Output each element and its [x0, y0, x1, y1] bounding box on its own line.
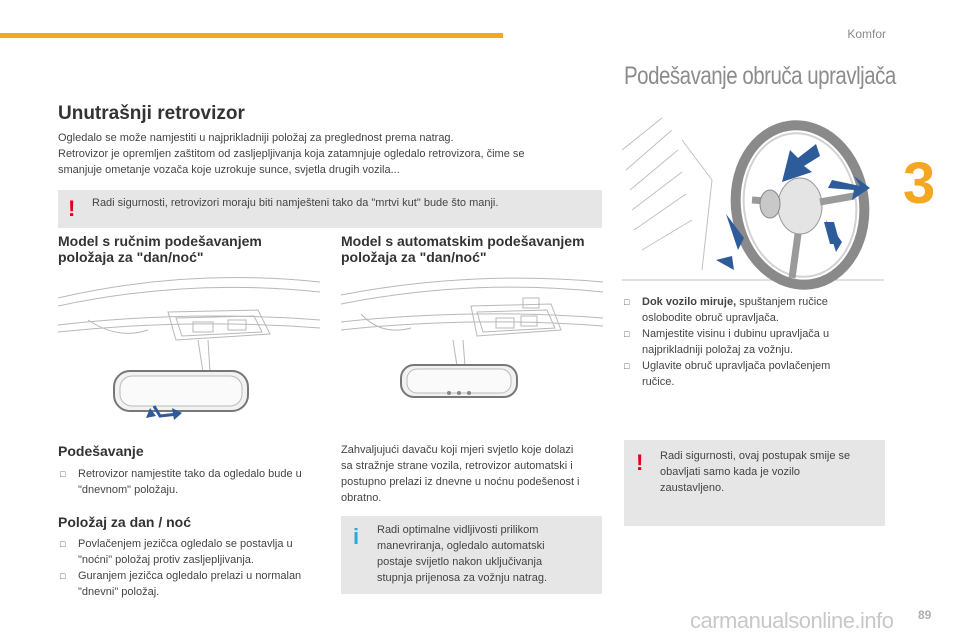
chapter-number: 3: [903, 151, 936, 216]
manual-model-title-line: Model s ručnim podešavanjem: [58, 233, 262, 249]
chapter-title: Komfor: [847, 27, 886, 41]
checkbox-bullet-icon: □: [60, 469, 66, 479]
steering-wheel-illustration: [622, 110, 884, 290]
section-title-steering: Podešavanje obruča upravljača: [624, 62, 896, 90]
manual-model-title: [58, 233, 328, 265]
exclamation-icon: !: [68, 196, 76, 221]
list-item: □ Uglavite obruč upravljača povlačenjem ručice.: [624, 360, 831, 388]
list-item: □ Retrovizor namjestite tako da ogledalo bude u "dnevnom" položaju.: [60, 468, 302, 496]
checkbox-bullet-icon: □: [60, 571, 66, 581]
list-item: □ Povlačenjem jezičca ogledalo se postavlja u "noćni" položaj protiv zasljepljivanja.: [60, 538, 293, 566]
auto-model-title: [341, 233, 611, 265]
manual-model-title-line: položaja za "dan/noć": [58, 249, 204, 265]
checkbox-bullet-icon: □: [624, 361, 630, 371]
adjust-title: Podešavanje: [58, 443, 144, 459]
warning-text: Radi sigurnosti, ovaj postupak smije se obavljati samo kada je vozilo zaustavljeno.: [660, 450, 851, 494]
header-accent-bar: [0, 33, 503, 38]
info-box-auto: [341, 516, 602, 594]
list-item: □ Guranjem jezičca ogledalo prelazi u normalan "dnevni" položaj.: [60, 570, 302, 598]
auto-mirror-illustration: [341, 270, 603, 420]
checkbox-bullet-icon: □: [60, 539, 66, 549]
warning-box-steering: [624, 440, 885, 526]
checkbox-bullet-icon: □: [624, 329, 630, 339]
auto-model-title-line: Model s automatskim podešavanjem: [341, 233, 585, 249]
intro-line: Retrovizor je opremljen zaštitom od zasljepljivanja koja zatamnjuje ogledalo retrovizora, čime se: [58, 148, 525, 160]
watermark: carmanualsonline.info: [690, 608, 894, 633]
daynight-title: Položaj za dan / noć: [58, 514, 192, 530]
manual-mirror-illustration: [58, 270, 320, 430]
auto-model-title-line: položaja za "dan/noć": [341, 249, 487, 265]
checkbox-bullet-icon: □: [624, 297, 630, 307]
intro-paragraph: [58, 130, 598, 178]
info-text: Radi optimalne vidljivosti prilikom manevriranja, ogledalo automatski postaje svijetlo nakon uključivanja stupnja prijenosa za vožnju natrag.: [377, 524, 547, 584]
info-icon: i: [353, 524, 360, 549]
daynight-bullets: [60, 536, 322, 600]
auto-model-paragraph: Zahvaljujući davaču koji mjeri svjetlo koje dolazi sa stražnje strane vozila, retrovizor automatski i postupno prelazi iz dnevne u noćnu podešenost i obratno.: [341, 444, 580, 504]
list-item: □ Namjestite visinu i dubinu upravljača u najprikladniji položaj za vožnju.: [624, 328, 830, 356]
exclamation-icon: !: [636, 450, 644, 475]
adjust-bullets: [60, 466, 322, 498]
page-number: 89: [918, 608, 932, 622]
warning-text: Radi sigurnosti, retrovizori moraju biti namješteni tako da "mrtvi kut" bude što manji.: [92, 197, 499, 209]
section-title-mirror: Unutrašnji retrovizor: [58, 103, 245, 124]
list-item: □ Dok vozilo miruje, spuštanjem ručice oslobodite obruč upravljača.: [624, 296, 828, 324]
intro-line: smanjuje ometanje vozača koje uzrokuje sunce, svjetla drugih vozila...: [58, 164, 400, 176]
intro-line: Ogledalo se može namjestiti u najprikladniji položaj za preglednost prema natrag.: [58, 132, 454, 144]
steering-bullets: [624, 294, 864, 390]
warning-box-mirror: [58, 190, 602, 228]
